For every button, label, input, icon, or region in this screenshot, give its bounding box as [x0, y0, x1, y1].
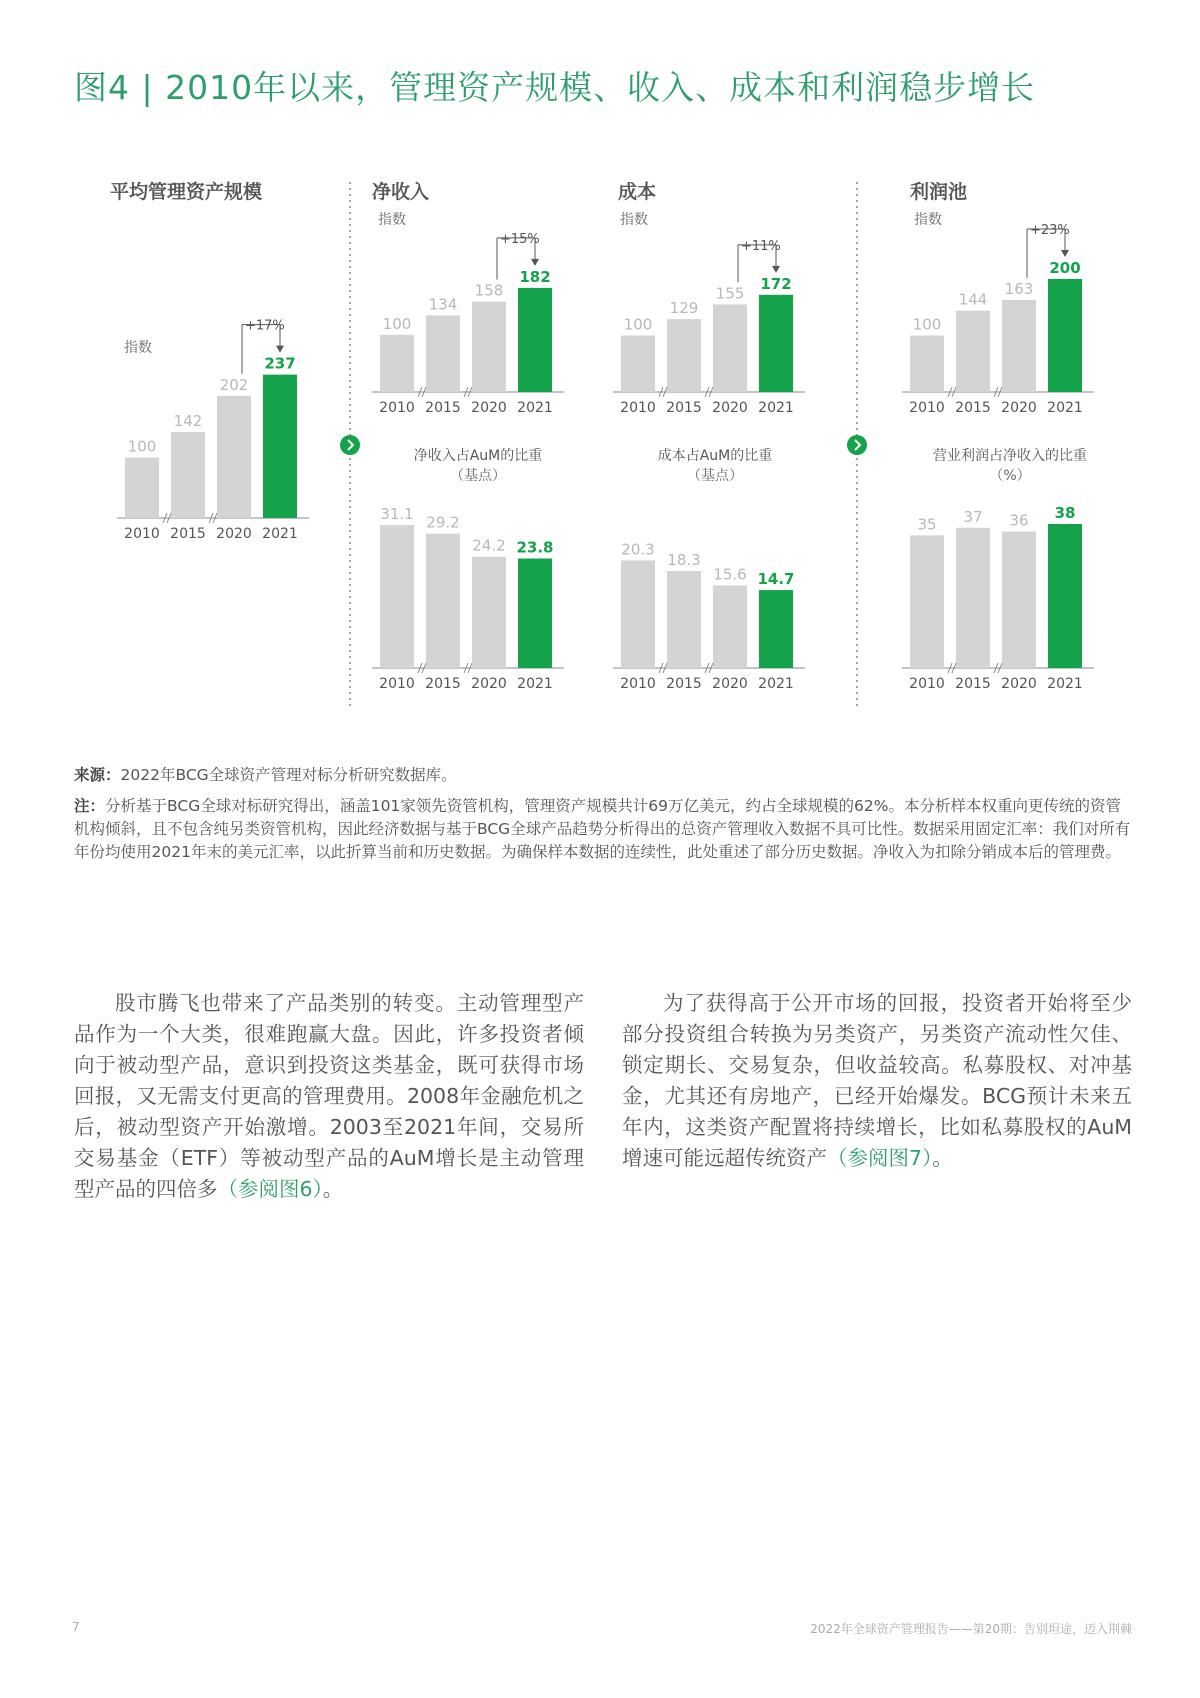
bar-cost_aum-2020 [713, 585, 747, 668]
tick-label-profit_pool-2015: 2015 [955, 400, 991, 416]
data-label-margin-2015: 37 [963, 507, 983, 526]
bar-margin-2015 [956, 528, 990, 668]
chart-title-cost: 成本 [618, 181, 657, 203]
data-label-cost_aum-2020: 15.6 [713, 565, 747, 584]
body-paragraph-right: 为了获得高于公开市场的回报，投资者开始将至少部分投资组合转换为另类资产，另类资产流动性欠佳、锁定期长、交易复杂，但收益较高。私募股权、对冲基金，尤其还有房地产，已经开始爆发。BCG预计未来五年内，这类资产配置将持续增长，比如私募股权的AuM增速可能远超传统资产（参阅图7）。 [622, 991, 1132, 1170]
tick-label-profit_pool-2010: 2010 [909, 400, 945, 416]
bar-net_revenue-2015 [426, 315, 460, 392]
tick-label-profit_pool-2020: 2020 [1001, 400, 1037, 416]
tick-label-net_revenue-2021: 2021 [517, 400, 553, 416]
data-label-cost_aum-2015: 18.3 [667, 551, 701, 570]
data-label-revenue_aum-2020: 24.2 [472, 536, 506, 555]
tick-label-revenue_aum-2020: 2020 [471, 676, 507, 692]
data-label-cost-2015: 129 [669, 299, 699, 318]
figure-6-reference[interactable]: （参阅图6） [217, 1177, 323, 1201]
data-label-net_revenue-2020: 158 [474, 281, 504, 300]
note-label: 注： [74, 797, 106, 815]
data-label-revenue_aum-2015: 29.2 [426, 513, 460, 532]
bar-revenue_aum-2010 [380, 525, 414, 668]
cagr-label-profit_pool: +23% [1030, 223, 1070, 238]
cagr-label-cost: +11% [741, 238, 781, 254]
bar-profit_pool-2020 [1002, 300, 1036, 392]
tick-label-cost_aum-2010: 2010 [620, 676, 656, 692]
cagr-arrow-net_revenue [531, 259, 539, 266]
bar-cost-2021 [759, 295, 793, 392]
tick-label-cost-2015: 2015 [666, 400, 702, 416]
bar-cost_aum-2015 [667, 571, 701, 668]
chart-subtitle-aum: 指数 [124, 340, 152, 356]
tick-label-cost-2020: 2020 [712, 400, 748, 416]
tick-label-cost_aum-2021: 2021 [758, 676, 794, 692]
bar-cost_aum-2010 [621, 560, 655, 668]
bar-net_revenue-2021 [518, 288, 552, 392]
bar-cost-2010 [621, 336, 655, 393]
tick-label-margin-2010: 2010 [909, 676, 945, 692]
figure-separator: | [141, 68, 154, 107]
bar-cost-2020 [713, 304, 747, 392]
bar-margin-2021 [1048, 524, 1082, 668]
tick-label-cost-2010: 2010 [620, 400, 656, 416]
tick-label-aum-2015: 2015 [170, 526, 206, 542]
body-paragraph-left: 股市腾飞也带来了产品类别的转变。主动管理型产品作为一个大类，很难跑赢大盘。因此，许多投资者倾向于被动型产品，意识到投资这类基金，既可获得市场回报，又无需支付更高的管理费用。2008年金融危机之后，被动型资产开始激增。2003至2021年间，交易所交易基金（ETF）等被动型产品的AuM增长是主动管理型产品的四倍多（参阅图6）。 [74, 991, 584, 1201]
data-label-net_revenue-2021: 182 [519, 267, 551, 286]
chart-title-net_revenue: 净收入 [372, 181, 430, 203]
cagr-arrow-aum [276, 346, 284, 353]
cagr-arrow-profit_pool [1061, 250, 1069, 257]
tick-label-net_revenue-2010: 2010 [379, 400, 415, 416]
source-label: 来源： [74, 766, 121, 784]
bar-aum-2010 [125, 458, 159, 519]
chart-title-cost_aum: 成本占AuM的比重 [657, 448, 773, 464]
data-label-net_revenue-2015: 134 [428, 295, 458, 314]
bar-profit_pool-2010 [910, 336, 944, 393]
data-label-aum-2020: 202 [219, 375, 249, 394]
data-label-cost_aum-2021: 14.7 [757, 570, 795, 589]
cagr-arrow-cost [772, 266, 780, 273]
tick-label-cost_aum-2020: 2020 [712, 676, 748, 692]
cagr-label-net_revenue: +15% [500, 231, 540, 247]
chart-title-margin: 营业利润占净收入的比重 [933, 448, 1087, 464]
bar-net_revenue-2010 [380, 335, 414, 392]
chart-subtitle-profit_pool: 指数 [914, 212, 942, 228]
data-label-margin-2021: 38 [1054, 503, 1076, 522]
source-notes [74, 764, 1134, 864]
bar-revenue_aum-2015 [426, 534, 460, 668]
chart-subtitle-cost_aum: （基点） [687, 468, 743, 484]
tick-label-net_revenue-2015: 2015 [425, 400, 461, 416]
tick-label-revenue_aum-2021: 2021 [517, 676, 553, 692]
report-title: 2022年全球资产管理报告——第20期：告别坦途，迈入荆棘 [810, 1622, 1132, 1636]
bar-aum-2015 [171, 432, 205, 518]
chart-subtitle-revenue_aum: （基点） [450, 468, 506, 484]
data-label-aum-2021: 237 [264, 354, 296, 373]
data-label-revenue_aum-2021: 23.8 [516, 538, 554, 557]
data-label-margin-2010: 35 [917, 515, 937, 534]
chart-subtitle-margin: （%） [989, 468, 1031, 484]
bar-revenue_aum-2021 [518, 559, 552, 668]
tick-label-net_revenue-2020: 2020 [471, 400, 507, 416]
note-text: 分析基于BCG全球对标研究得出，涵盖101家领先资管机构，管理资产规模共计69万亿美元，约占全球规模的62%。本分析样本权重向更传统的资管机构倾斜，且不包含纯另类资管机构，因此经济数据与基于BCG全球产品趋势分析得出的总资产管理收入数据不具可比性。数据采用固定汇率：我们对所有年份均使用2021年末的美元汇率，以此折算当前和历史数据。为确保样本数据的连续性，此处重述了部分历史数据。净收入为扣除分销成本后的管理费。 [74, 797, 1131, 861]
chart-title-aum: 平均管理资产规模 [110, 181, 263, 203]
data-label-cost-2021: 172 [760, 274, 792, 293]
body-column-left [74, 988, 584, 1205]
data-label-cost-2020: 155 [715, 284, 745, 303]
figure-title-text: 2010年以来，管理资产规模、收入、成本和利润稳步增长 [165, 68, 1036, 107]
bar-aum-2020 [217, 396, 251, 518]
bar-cost-2015 [667, 319, 701, 392]
tick-label-revenue_aum-2010: 2010 [379, 676, 415, 692]
bar-margin-2010 [910, 535, 944, 668]
data-label-profit_pool-2021: 200 [1049, 259, 1081, 277]
chart-title-profit_pool: 利润池 [910, 181, 968, 203]
figure-chart-panel [0, 0, 1200, 740]
bar-profit_pool-2015 [956, 311, 990, 392]
body-column-right [622, 988, 1132, 1174]
tick-label-revenue_aum-2015: 2015 [425, 676, 461, 692]
tick-label-margin-2015: 2015 [955, 676, 991, 692]
cagr-label-aum: +17% [245, 318, 285, 334]
figure-7-reference[interactable]: （参阅图7） [827, 1146, 933, 1170]
bar-profit_pool-2021 [1048, 279, 1082, 392]
data-label-aum-2015: 142 [173, 412, 203, 431]
note-line [74, 795, 1134, 864]
data-label-revenue_aum-2010: 31.1 [380, 504, 414, 523]
bar-aum-2021 [263, 375, 297, 518]
source-text: 2022年BCG全球资产管理对标分析研究数据库。 [120, 766, 457, 784]
data-label-cost-2010: 100 [623, 315, 653, 334]
tick-label-aum-2010: 2010 [124, 526, 160, 542]
tick-label-aum-2021: 2021 [262, 526, 298, 542]
chevron-right-icon-1 [847, 435, 867, 455]
figure-label: 图4 [74, 68, 130, 107]
tick-label-cost_aum-2015: 2015 [666, 676, 702, 692]
data-label-net_revenue-2010: 100 [382, 314, 412, 333]
tick-label-margin-2021: 2021 [1047, 676, 1083, 692]
data-label-profit_pool-2015: 144 [958, 290, 988, 309]
data-label-aum-2010: 100 [127, 437, 157, 456]
chevron-right-icon-0 [340, 435, 360, 455]
source-line [74, 764, 1134, 787]
tick-label-profit_pool-2021: 2021 [1047, 400, 1083, 416]
tick-label-margin-2020: 2020 [1001, 676, 1037, 692]
data-label-cost_aum-2010: 20.3 [621, 540, 655, 559]
bar-margin-2020 [1002, 532, 1036, 668]
bar-revenue_aum-2020 [472, 557, 506, 668]
chart-title-revenue_aum: 净收入占AuM的比重 [413, 448, 543, 464]
data-label-profit_pool-2010: 100 [912, 315, 942, 334]
chart-subtitle-net_revenue: 指数 [378, 212, 406, 228]
tick-label-aum-2020: 2020 [216, 526, 252, 542]
bar-net_revenue-2020 [472, 302, 506, 392]
tick-label-cost-2021: 2021 [758, 400, 794, 416]
bar-cost_aum-2021 [759, 590, 793, 668]
data-label-profit_pool-2020: 163 [1004, 279, 1034, 298]
chart-subtitle-cost: 指数 [620, 212, 648, 228]
page-number: 7 [72, 1620, 80, 1634]
data-label-margin-2020: 36 [1009, 511, 1029, 530]
